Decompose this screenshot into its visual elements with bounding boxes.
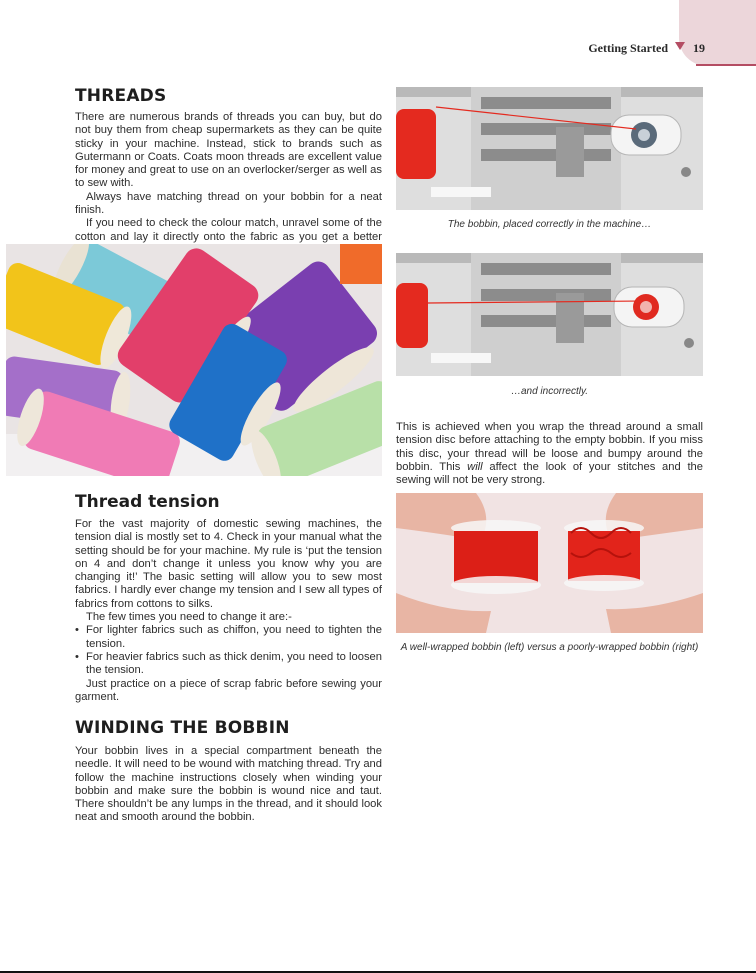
winding-heading: WINDING THE BOBBIN xyxy=(75,718,290,738)
tension-p3: Just practice on a piece of scrap fabric before sewing your garment. xyxy=(75,677,382,703)
tension-p1: For the vast majority of domestic sewing machines, the tension dial is mostly set to 4. Check in your manual what the setting should be for your machine. My rule is ‘put the tension on 4 and don’t change it unless you know why you are changing it!’ The basic setting will allow you to sew most fabrics. I hardly ever change my tension and I sew all types of fabrics from cottons to silks. xyxy=(75,518,382,610)
tension-body xyxy=(75,518,382,704)
caption-bobbin-comparison: A well-wrapped bobbin (left) versus a poorly-wrapped bobbin (right) xyxy=(400,642,699,653)
tension-heading: Thread tension xyxy=(75,492,220,512)
tension-p2: The few times you need to change it are:- xyxy=(86,611,292,624)
bobbins-illustration xyxy=(396,493,703,633)
triangle-marker-icon xyxy=(675,42,685,50)
winding-p1: Your bobbin lives in a special compartment beneath the needle. It will need to be wound with matching thread. Try and follow the machine instructions closely when winding your bobbin and make sure the bobbin is wound nice and taut. There shouldn’t be any lumps in the thread, and it should look neat and smooth around the bobbin. xyxy=(75,745,382,824)
threads-p2: Always have matching thread on your bobbin for a neat finish. xyxy=(75,190,382,217)
winding-body xyxy=(75,745,382,825)
bullet-icon: • xyxy=(75,650,79,663)
tension-disc-paragraph: This is achieved when you wrap the thread around a small tension disc before attaching to the empty bobbin. If you miss this disc, your thread will be loose and bumpy around the bobbin. This will affect the look of your stitches and the sewing will not be very strong. xyxy=(396,421,703,487)
caption-bobbin-incorrect: …and incorrectly. xyxy=(510,386,589,397)
threads-p1: There are numerous brands of threads you can buy, but do not buy them from cheap supermarkets as they can be quite sticky in your machine. Instead, stick to brands such as Gutermann or Coats. Coats moon threads are excellent value for money and great to use on an overlocker/serger as well as to sew with. xyxy=(75,111,382,190)
tension-bullet-1: • For lighter fabrics such as chiffon, you need to tighten the tension. xyxy=(75,624,382,650)
bobbin-comparison-photo xyxy=(396,493,703,633)
tension-bullet-2: • For heavier fabrics such as thick denim, you need to loosen the tension. xyxy=(75,650,382,677)
caption-bobbin-correct: The bobbin, placed correctly in the machine… xyxy=(447,219,652,230)
tension-disc-body xyxy=(396,421,703,487)
bobbin-correct-photo xyxy=(396,87,703,210)
thread-spools-photo xyxy=(6,244,382,476)
page-number: 19 xyxy=(693,41,705,55)
running-title: Getting Started xyxy=(588,41,668,55)
sewing-machine-illustration xyxy=(396,87,703,210)
header-rule xyxy=(696,64,756,66)
thread-spools-illustration xyxy=(6,244,382,476)
threads-body xyxy=(75,111,382,257)
bobbin-incorrect-photo xyxy=(396,253,703,376)
page-tab xyxy=(679,0,756,66)
threads-p3: If you need to check the colour match, unravel some of the cotton and lay it directly onto the fabric as you get a better xyxy=(75,217,382,243)
bullet-icon: • xyxy=(75,624,79,637)
sewing-machine-illustration xyxy=(396,253,703,376)
threads-heading: THREADS xyxy=(75,86,167,106)
